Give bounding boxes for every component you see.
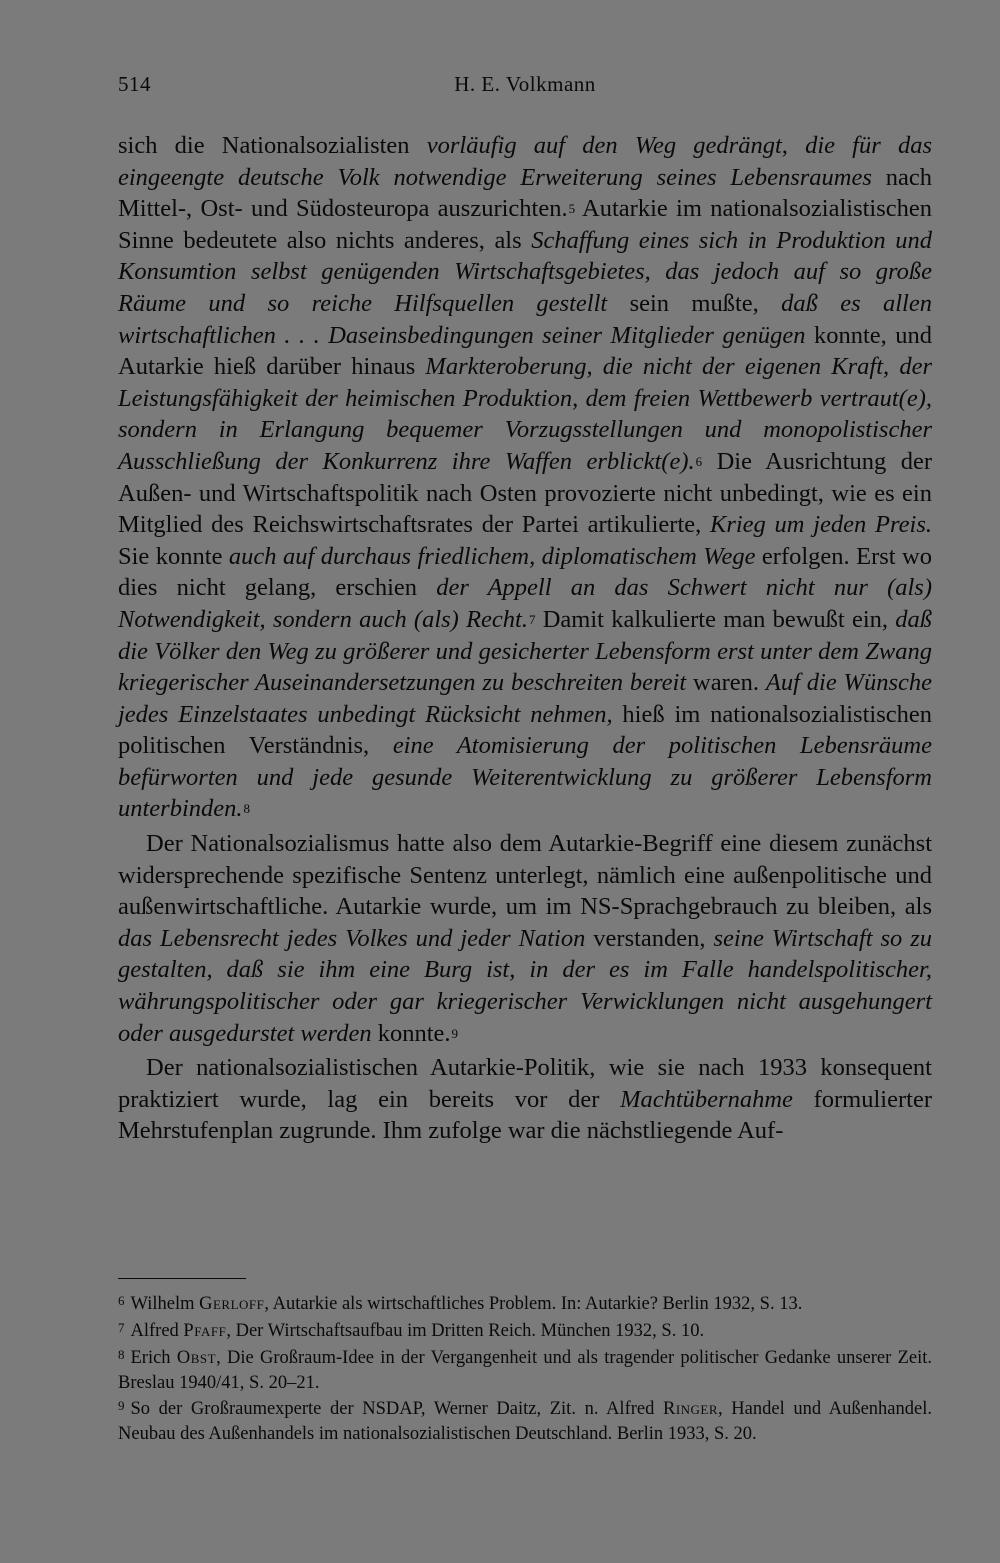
footnote-text: , Die Großraum-Idee in der Vergangenheit und als tragender politischer Gedanke unserer Zeit. Breslau 1940/41, S. 20–21.	[118, 1348, 932, 1393]
quote-run: das Lebensrecht jedes Volkes und jeder Nation	[118, 924, 586, 952]
author-name: Gerloff	[199, 1294, 265, 1314]
quote-run: Markteroberung, die nicht der eigenen Kraft, der Leistungsfähigkeit der heimischen Produktion, dem freien Wettbewerb vertraut(e), sondern in Erlangung bequemer Vorzugsstellungen und monopolistischer Ausschließung der Konkurrenz ihre Waffen erblickt(e).	[118, 353, 932, 475]
paragraph-3	[118, 1052, 932, 1147]
quote-run: eine Atomisierung der politischen Lebensräume befürworten und jede gesunde Weiterentwicklung zu größerer Lebensform unterbinden.	[118, 732, 932, 823]
quote-run: Machtübernahme	[620, 1085, 793, 1113]
footnote-number: 6	[118, 1293, 125, 1308]
text-run: erfolgen. Erst wo dies nicht gelang, erschien	[118, 542, 932, 602]
body-text	[118, 130, 932, 1147]
page-header	[118, 72, 932, 102]
quote-run: Krieg um jeden Preis.	[710, 511, 932, 539]
quote-run: der Appell an das Schwert nicht nur (als) Notwendigkeit, sondern auch (als) Recht.	[118, 574, 932, 633]
text-run: Der nationalsozialistischen Autarkie-Politik, wie sie nach 1933 konsequent praktiziert wurde, lag ein bereits vor der	[118, 1054, 932, 1113]
footnote-text: Alfred	[130, 1321, 184, 1341]
author-name: Ringer	[662, 1399, 719, 1419]
text-run: nach Mittel-, Ost- und Südosteuropa auszurichten.	[118, 163, 932, 223]
footnote-text: , Der Wirtschaftsaufbau im Dritten Reich. München 1932, S. 10.	[226, 1321, 705, 1341]
footnote-text: Wilhelm	[130, 1294, 200, 1314]
footnote-ref: 7	[528, 611, 536, 627]
footnote-number: 8	[118, 1347, 125, 1362]
footnote-number: 7	[118, 1320, 125, 1335]
footnote-ref: 8	[243, 801, 251, 817]
footnote	[118, 1292, 932, 1317]
footnote-ref: 5	[568, 201, 576, 217]
paragraph-2	[118, 828, 932, 1049]
quote-run: Auf die Wünsche jedes Einzelstaates unbedingt Rücksicht nehmen,	[118, 669, 933, 728]
text-run: Damit kalkulierte man bewußt ein,	[535, 605, 896, 633]
quote-run: auch auf durchaus friedlichem, diplomatischem Wege	[228, 542, 756, 570]
text-run: sein mußte,	[607, 289, 782, 317]
text-run: sich die Nationalsozialisten	[118, 132, 427, 159]
text-run: konnte.	[371, 1019, 451, 1047]
running-head: H. E. Volkmann	[454, 72, 596, 96]
quote-run: daß die Völker den Weg zu größerer und gesicherter Lebensform erst unter dem Zwang kriegerischer Auseinandersetzungen zu beschreiten bereit	[118, 605, 933, 697]
footnote-text: , Autarkie als wirtschaftliches Problem. In: Autarkie? Berlin 1932, S. 13.	[264, 1294, 803, 1314]
text-run: formulierter Mehrstufenplan zugrunde. Ihm zufolge war die nächstliegende Auf-	[118, 1085, 932, 1145]
text-run: Die Ausrichtung der Außen- und Wirtschaftspolitik nach Osten provozierte nicht unbedingt, wie es ein Mitglied des Reichswirtschaftsrates der Partei artikulierte,	[118, 447, 932, 539]
footnote	[118, 1319, 932, 1344]
page-number: 514	[118, 72, 151, 96]
author-name: Pfaff	[183, 1321, 227, 1341]
footnotes	[118, 1292, 932, 1448]
footnote-text: Erich	[130, 1348, 177, 1368]
footnote-text: , Handel und Außenhandel. Neubau des Außenhandels im nationalsozialistischen Deutschland. Berlin 1933, S. 20.	[118, 1399, 932, 1444]
text-run: waren.	[686, 669, 766, 697]
quote-run: seine Wirtschaft so zu gestalten, daß sie ihm eine Burg ist, in der es im Falle handelspolitischer, währungspolitischer oder gar kriegerischer Verwicklungen nicht ausgehungert oder ausgedurstet werden	[118, 924, 932, 1047]
quote-run: daß es allen wirtschaftlichen . . . Daseinsbedingungen seiner Mitglieder genügen	[118, 289, 932, 349]
text-run: Sie konnte	[118, 542, 229, 570]
text-run: hieß im nationalsozialistischen politischen Verständnis,	[118, 700, 932, 760]
text-run: Der Nationalsozialismus hatte also dem Autarkie-Begriff eine diesem zunächst widersprechende spezifische Sentenz unterlegt, nämlich eine außenpolitische und außenwirtschaftliche. Autarkie wurde, um im NS-Sprachgebrauch zu bleiben, als	[118, 830, 932, 921]
footnote-ref: 6	[695, 453, 703, 469]
quote-run: vorläufig auf den Weg gedrängt, die für das eingeengte deutsche Volk notwendige Erweiterung seines Lebensraumes	[118, 132, 932, 191]
text-run: verstanden,	[585, 924, 714, 952]
author-name: Obst	[176, 1348, 217, 1368]
footnote-rule	[118, 1278, 246, 1279]
footnote-ref: 9	[451, 1025, 459, 1041]
text-run: konnte, und Autarkie hieß darüber hinaus	[118, 321, 933, 381]
quote-run: Schaffung eines sich in Produktion und Konsumtion selbst genügenden Wirtschaftsgebietes, das jedoch auf so große Räume und so reiche Hilfsquellen gestellt	[118, 226, 933, 317]
footnote-number: 9	[118, 1398, 125, 1413]
paragraph-1	[118, 130, 932, 825]
footnote	[118, 1397, 932, 1446]
text-run: Autarkie im nationalsozialistischen Sinne bedeutete also nichts anderes, als	[118, 195, 933, 254]
footnote	[118, 1346, 932, 1395]
footnote-text: So der Großraumexperte der NSDAP, Werner Daitz, Zit. n. Alfred	[130, 1399, 663, 1419]
